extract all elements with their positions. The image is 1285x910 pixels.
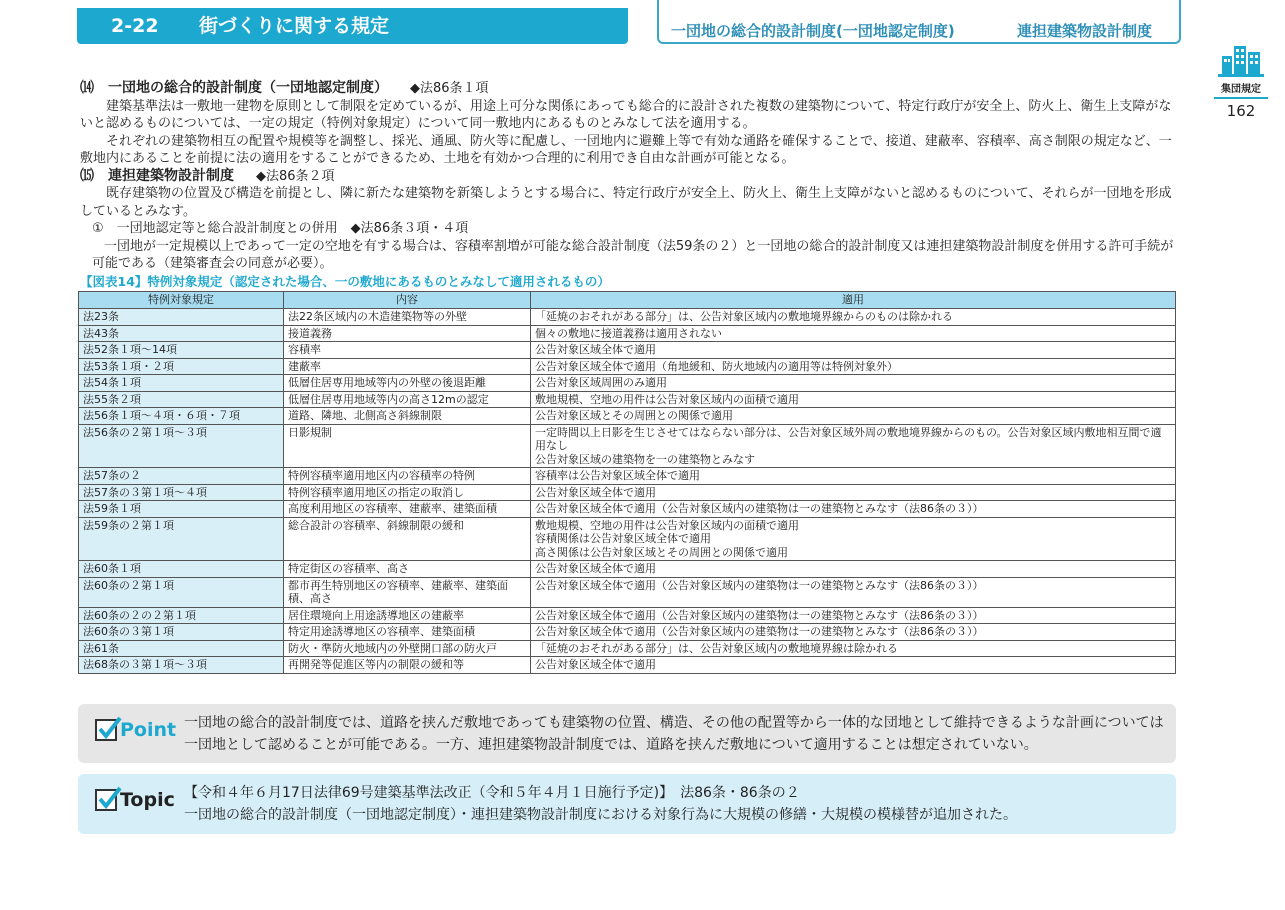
page-number: 162 <box>1226 102 1256 120</box>
content-cell: 防火・準防火地域内の外壁開口部の防火戸 <box>284 640 531 657</box>
heading-15 <box>80 168 1176 186</box>
topic-label: Topic <box>120 789 175 811</box>
rule-cell: 法52条１項〜14項 <box>79 342 284 359</box>
table-header-cell: 内容 <box>284 292 531 309</box>
table-row <box>79 657 1176 674</box>
rule-cell: 法54条１項 <box>79 375 284 392</box>
content-cell: 総合設計の容積率、斜線制限の緩和 <box>284 517 531 561</box>
point-label: Point <box>120 719 177 741</box>
topic-box <box>78 774 1176 834</box>
heading-14-ref: ◆法86条１項 <box>410 81 489 96</box>
table-row <box>79 468 1176 485</box>
topic-line-1: 【令和４年６月17日法律69号建築基準法改正（令和５年４月１日施行予定)】 法86条・86条の２ <box>184 785 800 801</box>
side-label: 集団規定 <box>1214 80 1268 99</box>
rule-cell: 法60条の３第１項 <box>79 624 284 641</box>
rule-cell: 法61条 <box>79 640 284 657</box>
section-number: 2-22 <box>111 15 159 37</box>
content-cell: 接道義務 <box>284 325 531 342</box>
table-row <box>79 309 1176 326</box>
rule-cell: 法43条 <box>79 325 284 342</box>
building-icon <box>1216 42 1266 78</box>
heading-15-number: ⒂ <box>80 167 94 184</box>
heading-14-title: 一団地の総合的設計制度（一団地認定制度） <box>108 80 388 96</box>
topic-line-2: 一団地の総合的設計制度（一団地認定制度）・連担建築物設計制度における対象行為に大規模の修繕・大規模の模様替が追加された。 <box>184 807 1017 823</box>
application-cell: 公告対象区域全体で適用 <box>531 342 1176 359</box>
table-header-cell: 特例対象規定 <box>79 292 284 309</box>
table-header-row <box>79 292 1176 309</box>
rule-cell: 法59条の２第１項 <box>79 517 284 561</box>
rule-cell: 法60条の２の２第１項 <box>79 607 284 624</box>
rule-cell: 法57条の２ <box>79 468 284 485</box>
application-cell: 「延焼のおそれがある部分」は、公告対象区域内の敷地境界線からのものは除かれる <box>531 309 1176 326</box>
heading-14 <box>80 80 1176 98</box>
table-header-cell: 適用 <box>531 292 1176 309</box>
application-cell: 公告対象区域全体で適用 <box>531 657 1176 674</box>
rule-cell: 法56条の２第１項〜３項 <box>79 424 284 468</box>
table-row <box>79 358 1176 375</box>
table-row <box>79 375 1176 392</box>
table-row <box>79 640 1176 657</box>
table-row <box>79 342 1176 359</box>
table-row <box>79 501 1176 518</box>
heading-15-ref: ◆法86条２項 <box>256 168 335 184</box>
table-row <box>79 408 1176 425</box>
rule-cell: 法68条の３第１項〜３項 <box>79 657 284 674</box>
paragraph-15-1: 既存建築物の位置及び構造を前提とし、隣に新たな建築物を新築しようとする場合に、特定行政庁が安全上、防火上、衛生上支障がないと認めるものについて、それらが一団地を形成しているとみなす。 <box>80 186 1172 219</box>
rule-cell: 法57条の３第１項〜４項 <box>79 484 284 501</box>
subsection-1-title: ① 一団地認定等と総合設計制度との併用 <box>92 221 338 236</box>
figure-caption: 【図表14】特例対象規定（認定された場合、一の敷地にあるものとみなして適用されるもの） <box>80 273 610 289</box>
content-cell: 特定用途誘導地区の容積率、建築面積 <box>284 624 531 641</box>
running-header-title-1: 一団地の総合的設計制度(一団地認定制度) <box>671 22 955 40</box>
content-cell: 道路、隣地、北側高さ斜線制限 <box>284 408 531 425</box>
table-row <box>79 424 1176 468</box>
special-rules-table <box>78 291 1176 674</box>
table-row <box>79 624 1176 641</box>
subsection-1 <box>80 220 1176 273</box>
application-cell: 敷地規模、空地の用件は公告対象区域内の面積で適用 <box>531 391 1176 408</box>
heading-15-title: 連担建築物設計制度 <box>108 167 234 184</box>
application-cell: 容積率は公告対象区域全体で適用 <box>531 468 1176 485</box>
content-cell: 高度利用地区の容積率、建蔽率、建築面積 <box>284 501 531 518</box>
point-text: 一団地の総合的設計制度では、道路を挟んだ敷地であっても建築物の位置、構造、その他の配置等から一体的な団地として維持できるような計画については一団地として認めることが可能である。一方、連担建築物設計制度では、道路を挟んだ敷地について適用することは想定されていない。 <box>184 715 1164 753</box>
subsection-1-heading <box>92 220 1176 238</box>
topic-badge <box>95 789 175 811</box>
section-title: 街づくりに関する規定 <box>199 15 390 37</box>
checkbox-icon <box>95 719 117 741</box>
point-box <box>78 704 1176 763</box>
application-cell: 公告対象区域全体で適用（公告対象区域内の建築物は一の建築物とみなす（法86条の３）） <box>531 501 1176 518</box>
side-tab <box>1214 42 1268 120</box>
content-cell: 都市再生特別地区の容積率、建蔽率、建築面積、高さ <box>284 577 531 607</box>
application-cell: 個々の敷地に接道義務は適用されない <box>531 325 1176 342</box>
content-cell: 日影規制 <box>284 424 531 468</box>
rule-cell: 法59条１項 <box>79 501 284 518</box>
rule-cell: 法53条１項・２項 <box>79 358 284 375</box>
application-cell: 公告対象区域全体で適用（角地緩和、防火地域内の適用等は特例対象外） <box>531 358 1176 375</box>
subsection-1-ref: ◆法86条３項・４項 <box>350 221 469 236</box>
application-cell: 公告対象区域全体で適用（公告対象区域内の建築物は一の建築物とみなす（法86条の３）） <box>531 577 1176 607</box>
content-cell: 建蔽率 <box>284 358 531 375</box>
checkbox-icon <box>95 789 117 811</box>
application-cell: 公告対象区域周囲のみ適用 <box>531 375 1176 392</box>
table-row <box>79 484 1176 501</box>
content-cell: 法22条区域内の木造建築物等の外壁 <box>284 309 531 326</box>
rule-cell: 法60条の２第１項 <box>79 577 284 607</box>
content-cell: 居住環境向上用途誘導地区の建蔽率 <box>284 607 531 624</box>
rule-cell: 法55条２項 <box>79 391 284 408</box>
content-cell: 特定街区の容積率、高さ <box>284 561 531 578</box>
content-cell: 特例容積率適用地区内の容積率の特例 <box>284 468 531 485</box>
running-header-title-2: 連担建築物設計制度 <box>1017 22 1153 40</box>
main-text <box>80 80 1176 290</box>
paragraph-14-2: それぞれの建築物相互の配置や規模等を調整し、採光、通風、防火等に配慮し、一団地内に避難上等で有効な通路を確保することで、接道、建蔽率、容積率、高さ制限の規定など、一敷地内にあることを前提に法の適用をすることができるため、土地を有効かつ合理的に利用でき自由な計画が可能となる。 <box>80 133 1172 166</box>
application-cell: 「延焼のおそれがある部分」は、公告対象区域内の敷地境界線は除かれる <box>531 640 1176 657</box>
application-cell: 一定時間以上日影を生じさせてはならない部分は、公告対象区域外周の敷地境界線からのもの。公告対象区域内敷地相互間で適用なし 公告対象区域の建築物を一の建築物とみなす <box>531 424 1176 468</box>
subsection-1-paragraph: 一団地が一定規模以上であって一定の空地を有する場合は、容積率割増が可能な総合設計制度（法59条の２）と一団地の総合的設計制度又は連担建築物設計制度を併用する許可手続が可能である（建築審査会の同意が必要）。 <box>92 238 1174 271</box>
section-title-bar <box>77 8 628 44</box>
topic-text <box>184 782 1164 826</box>
application-cell: 公告対象区域全体で適用 <box>531 484 1176 501</box>
table-row <box>79 577 1176 607</box>
application-cell: 公告対象区域全体で適用（公告対象区域内の建築物は一の建築物とみなす（法86条の３）） <box>531 624 1176 641</box>
point-badge <box>95 719 176 741</box>
running-header <box>657 0 1181 44</box>
content-cell: 低層住居専用地域等内の外壁の後退距離 <box>284 375 531 392</box>
rule-cell: 法56条１項〜４項・６項・７項 <box>79 408 284 425</box>
application-cell: 公告対象区域全体で適用 <box>531 561 1176 578</box>
table-row <box>79 391 1176 408</box>
table-row <box>79 561 1176 578</box>
application-cell: 公告対象区域とその周囲との関係で適用 <box>531 408 1176 425</box>
table-row <box>79 607 1176 624</box>
rule-cell: 法23条 <box>79 309 284 326</box>
rule-cell: 法60条１項 <box>79 561 284 578</box>
content-cell: 再開発等促進区等内の制限の緩和等 <box>284 657 531 674</box>
table-row <box>79 517 1176 561</box>
paragraph-14-1: 建築基準法は一敷地一建物を原則として制限を定めているが、用途上可分な関係にあっても総合的に設計された複数の建築物について、特定行政庁が安全上、防火上、衛生上支障がないと認めるものについては、一定の規定（特例対象規定）について同一敷地内にあるものとみなして法を適用する。 <box>80 98 1172 131</box>
table-row <box>79 325 1176 342</box>
heading-14-number: ⒁ <box>80 80 94 96</box>
content-cell: 低層住居専用地域等内の高さ12mの認定 <box>284 391 531 408</box>
content-cell: 特例容積率適用地区の指定の取消し <box>284 484 531 501</box>
application-cell: 敷地規模、空地の用件は公告対象区域内の面積で適用 容積関係は公告対象区域全体で適用 高さ関係は公告対象区域とその周囲との関係で適用 <box>531 517 1176 561</box>
content-cell: 容積率 <box>284 342 531 359</box>
application-cell: 公告対象区域全体で適用（公告対象区域内の建築物は一の建築物とみなす（法86条の３）） <box>531 607 1176 624</box>
